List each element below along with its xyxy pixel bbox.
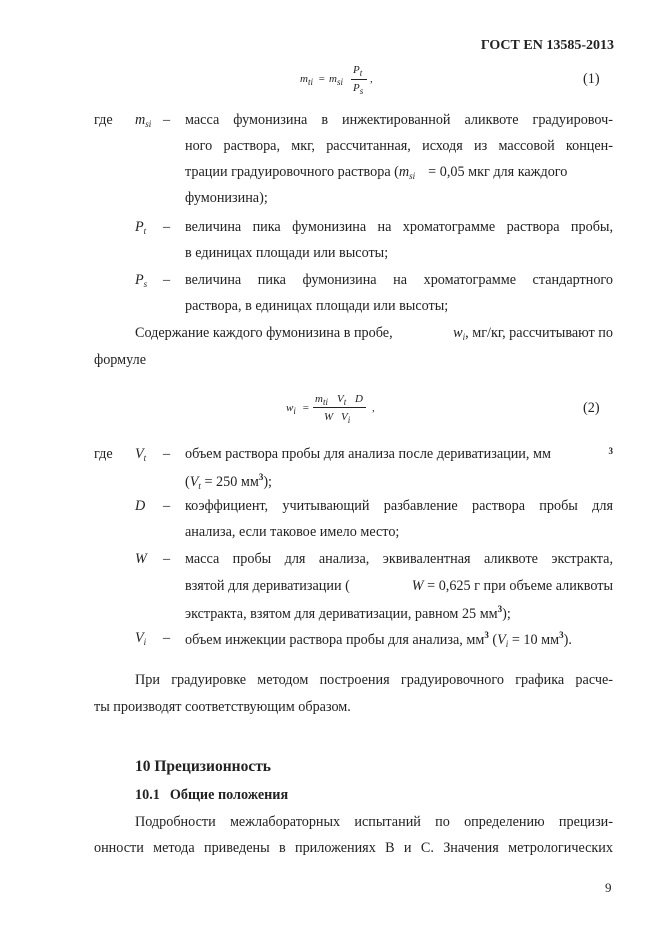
def-m-si-line1: масса фумонизина в инжектированной аликвоте градуировоч- (185, 112, 613, 128)
subsection-heading: 10.1 Общие положения (135, 787, 289, 803)
dash: – (163, 630, 171, 646)
dash: – (163, 272, 171, 288)
eq2-equals: = (302, 402, 310, 414)
eq1-m: $m_{si}$ (329, 73, 343, 87)
paragraph-calibration-line1: При градуировке методом построения градуировочного графика расче- (135, 672, 613, 688)
eq1-denominator: $P_s$ (353, 82, 364, 96)
eq2-comma: , (372, 402, 375, 414)
def-p-s-line1: величина пика фумонизина на хроматограмме стандартного (185, 272, 613, 288)
def-p-s-line2: раствора, в единицах площади или высоты; (185, 298, 449, 314)
eq1-numerator: $P_t$ (353, 64, 363, 78)
eq2-number: (2) (583, 400, 600, 416)
paragraph-content-line2: формуле (94, 352, 146, 368)
def-d-line2: анализа, если таковое имело место; (185, 524, 400, 540)
symbol-p-t: $P_t$ (135, 219, 147, 236)
eq2-num-v: $V_t$ (337, 393, 347, 407)
def-m-si-line2: ного раствора, мкг, рассчитанная, исходя из массовой концен- (185, 138, 613, 154)
dash: – (163, 112, 171, 128)
def-m-si-line3: трации градуировочного раствора ($m_{si} = 0,05$ мкг для каждого (185, 164, 568, 181)
paragraph-precision-line2: онности метода приведены в приложениях В и С. Значения метрологических (94, 840, 613, 856)
def-w-line3: экстракта, взятом для дериватизации, равном 25 $мм^3$); (185, 604, 511, 622)
eq2-den-v: $V_i$ (341, 411, 351, 425)
paragraph-calibration-line2: ты производят соответствующим образом. (94, 699, 351, 715)
paragraph-content-line1: Содержание каждого фумонизина в пробе, $w_i$, мг/кг, рассчитывают по (135, 325, 613, 342)
symbol-v-t: $V_t$ (135, 446, 147, 463)
symbol-w: W (135, 551, 147, 567)
where-label-2: где (94, 446, 113, 462)
eq2-den-w: W (324, 411, 334, 423)
def-d-line1: коэффициент, учитывающий разбавление раствора пробы для (185, 498, 613, 514)
where-label-1: где (94, 112, 113, 128)
def-v-t-line1: объем раствора пробы для анализа после дериватизации, мм 3 (185, 446, 613, 462)
symbol-m-si: $m_{si}$ (135, 112, 152, 129)
def-p-t-line2: в единицах площади или высоты; (185, 245, 389, 261)
def-p-t-line1: величина пика фумонизина на хроматограмме раствора пробы, (185, 219, 613, 235)
eq1-fraction-line (351, 79, 367, 80)
eq1-lhs: $m_{ti}$ (300, 73, 313, 87)
dash: – (163, 551, 171, 567)
dash: – (163, 498, 171, 514)
def-v-t-line2: ($V_t = 250$ $мм^3$); (185, 472, 272, 491)
symbol-p-s: $P_s$ (135, 272, 148, 289)
section-heading: 10 Прецизионность (135, 758, 272, 775)
dash: – (163, 219, 171, 235)
def-m-si-line4: фумонизина); (185, 190, 268, 206)
def-v-i-line1: объем инжекции раствора пробы для анализа, $мм^3$ ($V_i = 10$ $мм^3$). (185, 630, 572, 649)
eq2-lhs: $w_i$ (286, 402, 296, 416)
eq1-equals: = (318, 73, 326, 85)
eq2-num-m: $m_{ti}$ (315, 393, 328, 407)
eq1-number: (1) (583, 71, 600, 87)
eq2-fraction-line (313, 407, 366, 408)
eq2-num-d: D (355, 393, 363, 405)
paragraph-precision-line1: Подробности межлабораторных испытаний по определению прецизи- (135, 814, 613, 830)
dash: – (163, 446, 171, 462)
eq1-comma: , (370, 73, 373, 85)
def-w-line2: взятой для дериватизации ( W = 0,625 г при объеме аликвоты (185, 578, 613, 594)
page-number: 9 (605, 880, 612, 895)
def-w-line1: масса пробы для анализа, эквивалентная аликвоте экстракта, (185, 551, 613, 567)
symbol-v-i: $V_i$ (135, 630, 147, 647)
symbol-d: D (135, 498, 146, 514)
document-header: ГОСТ EN 13585-2013 (480, 38, 614, 53)
